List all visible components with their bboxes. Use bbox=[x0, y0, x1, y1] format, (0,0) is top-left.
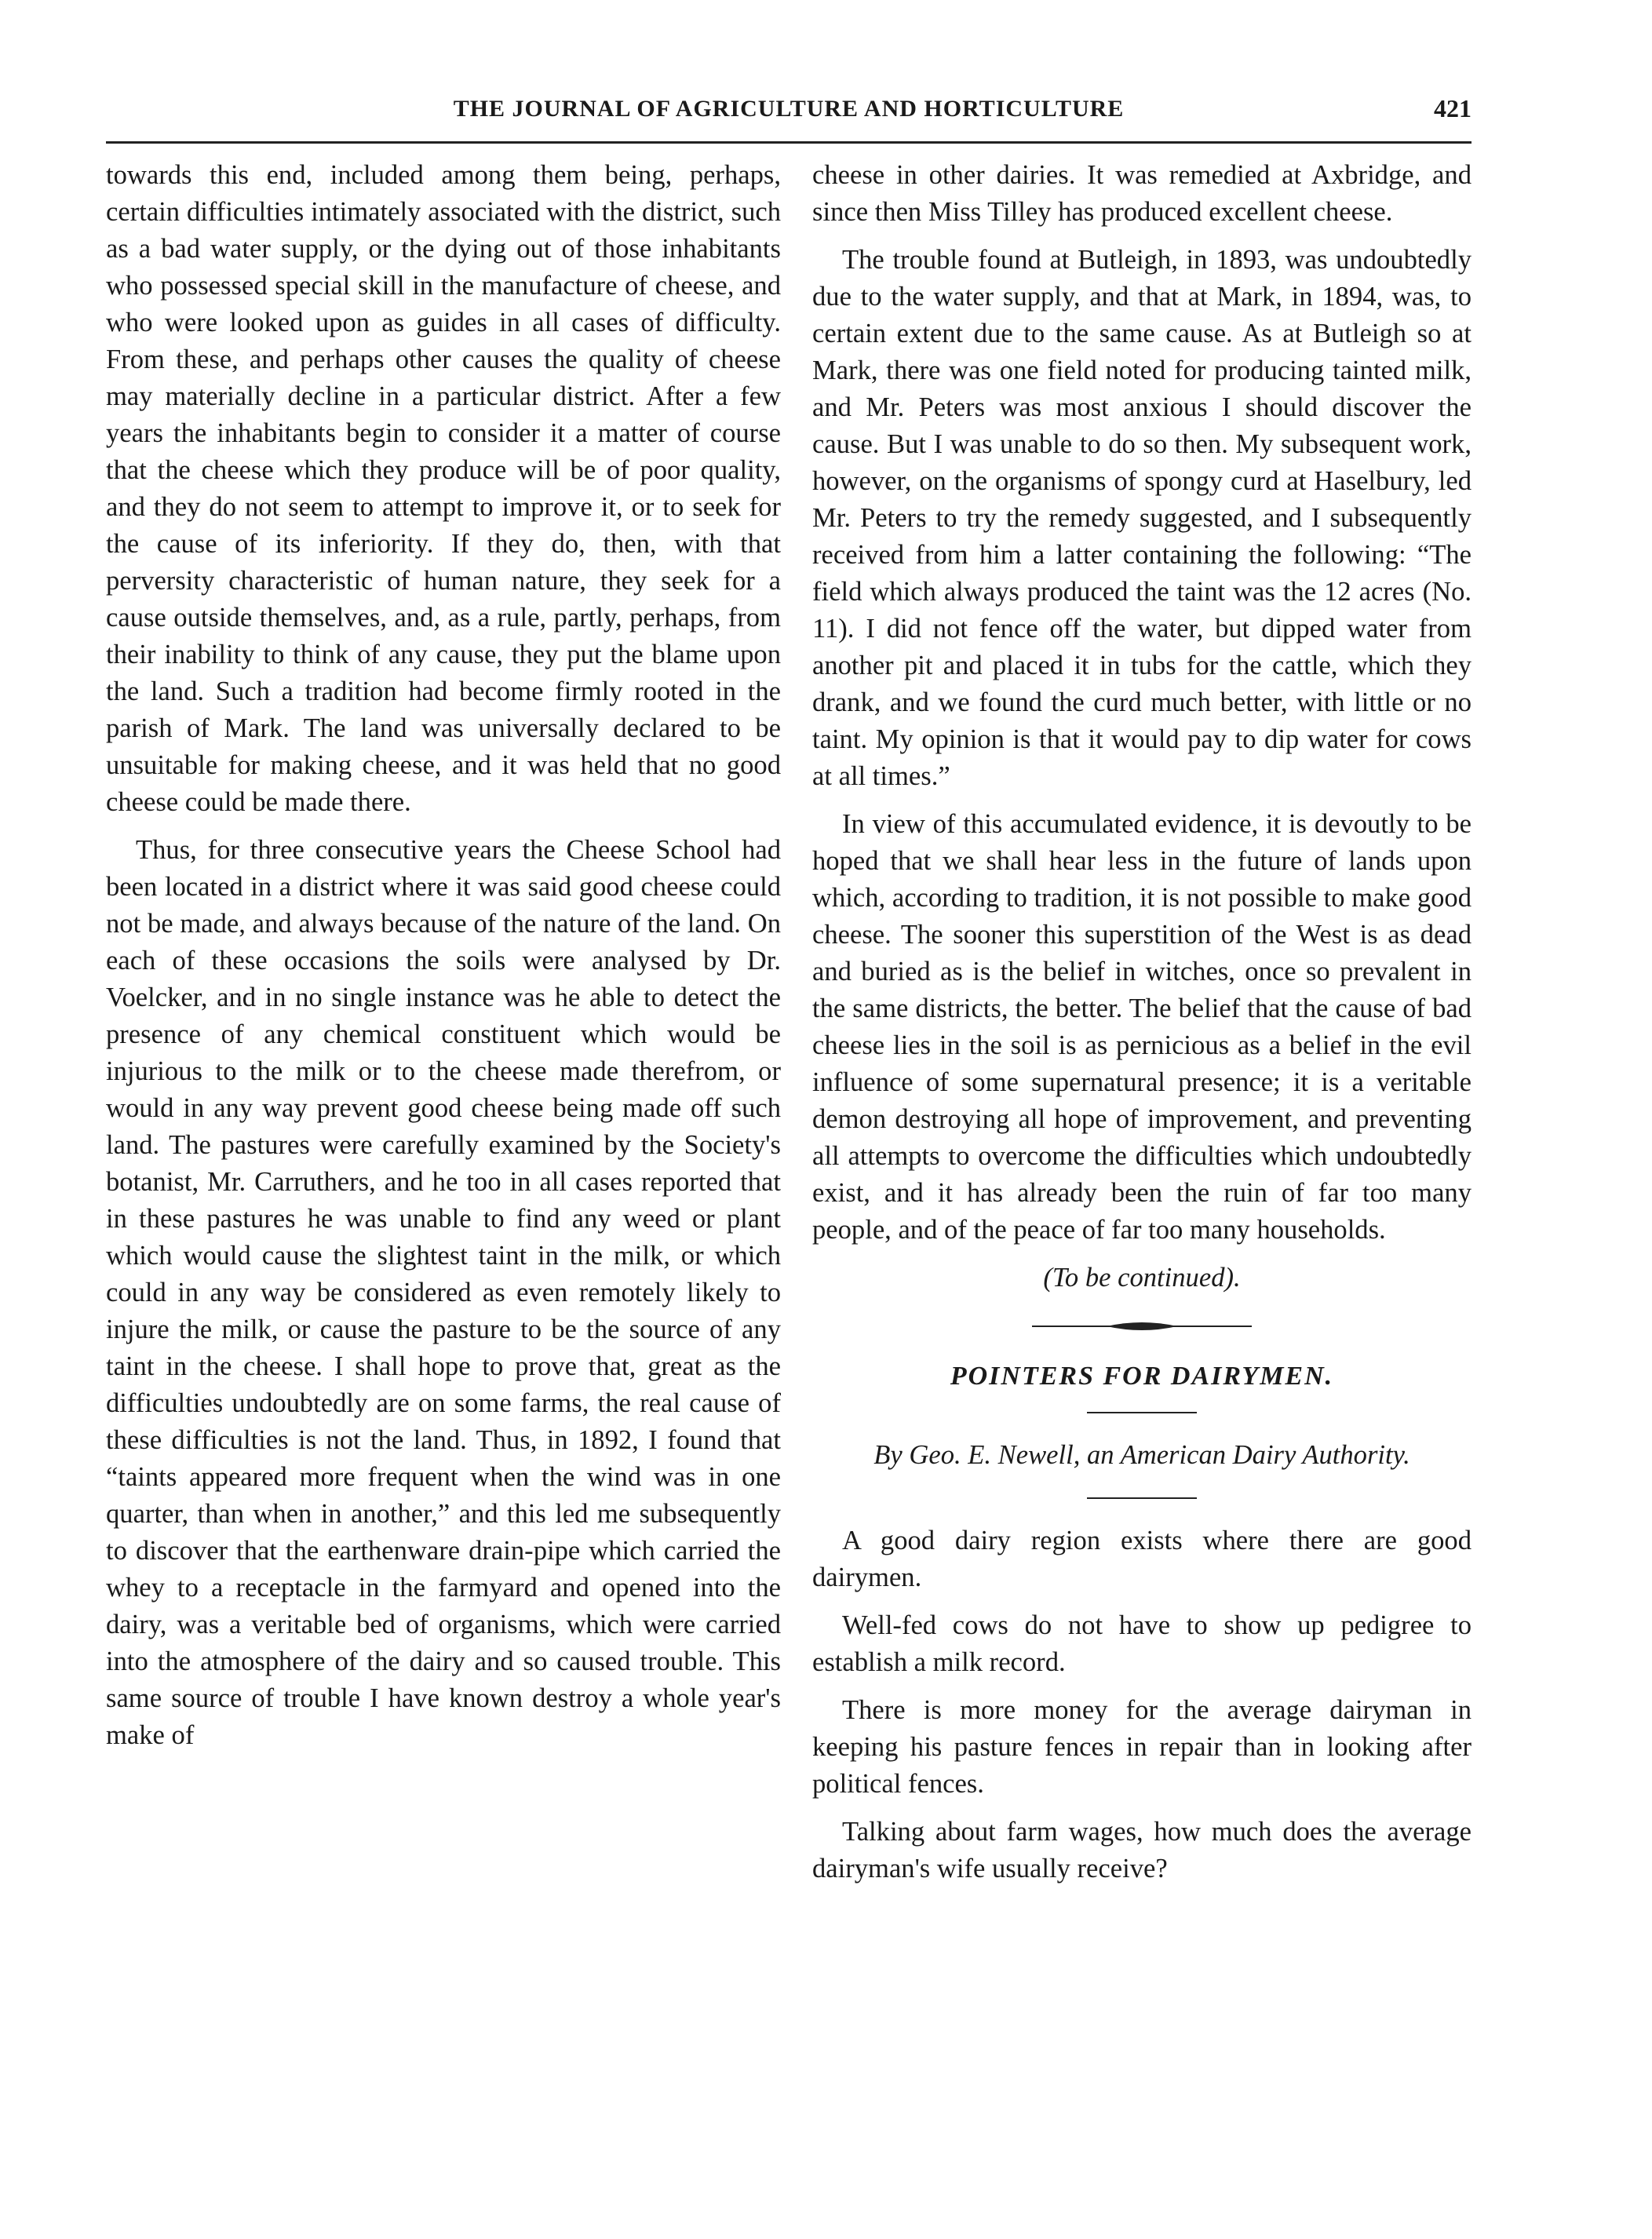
paragraph: towards this end, included among them being, perhaps, certain difficulties intimately associated with the district, such as a bad water supply, or the dying out of those inhabitants who possessed special skill in the manufacture of cheese, and who were looked upon as guides in all cases of difficulty. From these, and perhaps other causes the quality of cheese may materially decline in a particular district. After a few years the inhabitants begin to consider it a matter of course that the cheese which they produce will be of poor quality, and they do not seem to attempt to improve it, or to seek for the cause of its inferiority. If they do, then, with that perversity characteristic of human nature, they seek for a cause outside themselves, and, as a rule, partly, perhaps, from their inability to think of any cause, they put the blame upon the land. Such a tradition had become firmly rooted in the parish of Mark. The land was universally declared to be unsuitable for making cheese, and it was held that no good cheese could be made there. bbox=[106, 160, 781, 817]
pointer-item: Talking about farm wages, how much does the average dairyman's wife usually receive? bbox=[812, 1817, 1471, 1883]
to-be-continued: (To be continued). bbox=[1043, 1263, 1241, 1293]
title-rule bbox=[1087, 1412, 1197, 1413]
page-header bbox=[106, 93, 1471, 132]
left-column bbox=[106, 157, 781, 1765]
page-number: 421 bbox=[1434, 94, 1471, 122]
running-title: THE JOURNAL OF AGRICULTURE AND HORTICULTURE bbox=[453, 96, 1125, 122]
section-divider-ornament bbox=[1032, 1318, 1252, 1334]
paragraph: In view of this accumulated evidence, it is devoutly to be hoped that we shall hear less in the future of lands upon which, according to tradition, it is not possible to make good cheese. The sooner this superstition of the West is as dead and buried as is the belief in witches, once so prevalent in the same districts, the better. The belief that the cause of bad cheese lies in the soil is as pernicious as a belief in the evil influence of some supernatural presence; it is a veritable demon destroying all hope of improvement, and preventing all attempts to overcome the difficulties which undoubtedly exist, and it has already been the ruin of far too many people, and of the peace of far too many households. bbox=[812, 809, 1471, 1245]
pointer-item: A good dairy region exists where there are good dairymen. bbox=[812, 1526, 1471, 1592]
paragraph: Thus, for three consecutive years the Cheese School had been located in a district where it was said good cheese could not be made, and always because of the nature of the land. On each of these occasions the soils were analysed by Dr. Voelcker, and in no single instance was he able to detect the presence of any chemical constituent which would be injurious to the milk or to the cheese made therefrom, or would in any way prevent good cheese being made off such land. The pastures were carefully examined by the Society's botanist, Mr. Carruthers, and he too in all cases reported that in these pastures he was unable to find any weed or plant which would cause the slightest taint in the milk, or which could in any way be considered as even remotely likely to injure the milk, or cause the pasture to be the source of any taint in the cheese. I shall hope to prove that, great as the difficulties undoubtedly are on some farms, the real cause of these difficulties is not the land. Thus, in 1892, I found that “taints appeared more frequent when the wind was in one quarter, than when in another,” and this led me subsequently to discover that the earthenware drain-pipe which carried the whey to a receptacle in the farmyard and opened into the dairy, was a veritable bed of organisms, which were carried into the atmosphere of the dairy and so caused trouble. This same source of trouble I have known destroy a whole year's make of bbox=[106, 835, 781, 1750]
right-column bbox=[812, 157, 1471, 1898]
paragraph: cheese in other dairies. It was remedied at Axbridge, and since then Miss Tilley has produced excellent cheese. bbox=[812, 160, 1471, 227]
byline: By Geo. E. Newell, an American Dairy Authority. bbox=[873, 1440, 1410, 1470]
section-title: POINTERS FOR DAIRYMEN. bbox=[950, 1362, 1334, 1391]
pointer-item: Well-fed cows do not have to show up pedigree to establish a milk record. bbox=[812, 1610, 1471, 1677]
byline-rule bbox=[1087, 1497, 1197, 1499]
paragraph: The trouble found at Butleigh, in 1893, was undoubtedly due to the water supply, and that at Mark, in 1894, was, to certain extent due to the same cause. As at Butleigh so at Mark, there was one field noted for producing tainted milk, and Mr. Peters was most anxious I should discover the cause. But I was unable to do so then. My subsequent work, however, on the organisms of spongy curd at Haselbury, led Mr. Peters to try the remedy suggested, and I subsequently received from him a latter containing the following: “The field which always produced the taint was the 12 acres (No. 11). I did not fence off the water, but dipped water from another pit and placed it in tubs for the cattle, which they drank, and we found the curd much better, with little or no taint. My opinion is that it would pay to dip water for cows at all times.” bbox=[812, 245, 1471, 791]
header-rule bbox=[106, 141, 1471, 144]
pointer-item: There is more money for the average dairyman in keeping his pasture fences in repair than in looking after political fences. bbox=[812, 1695, 1471, 1799]
